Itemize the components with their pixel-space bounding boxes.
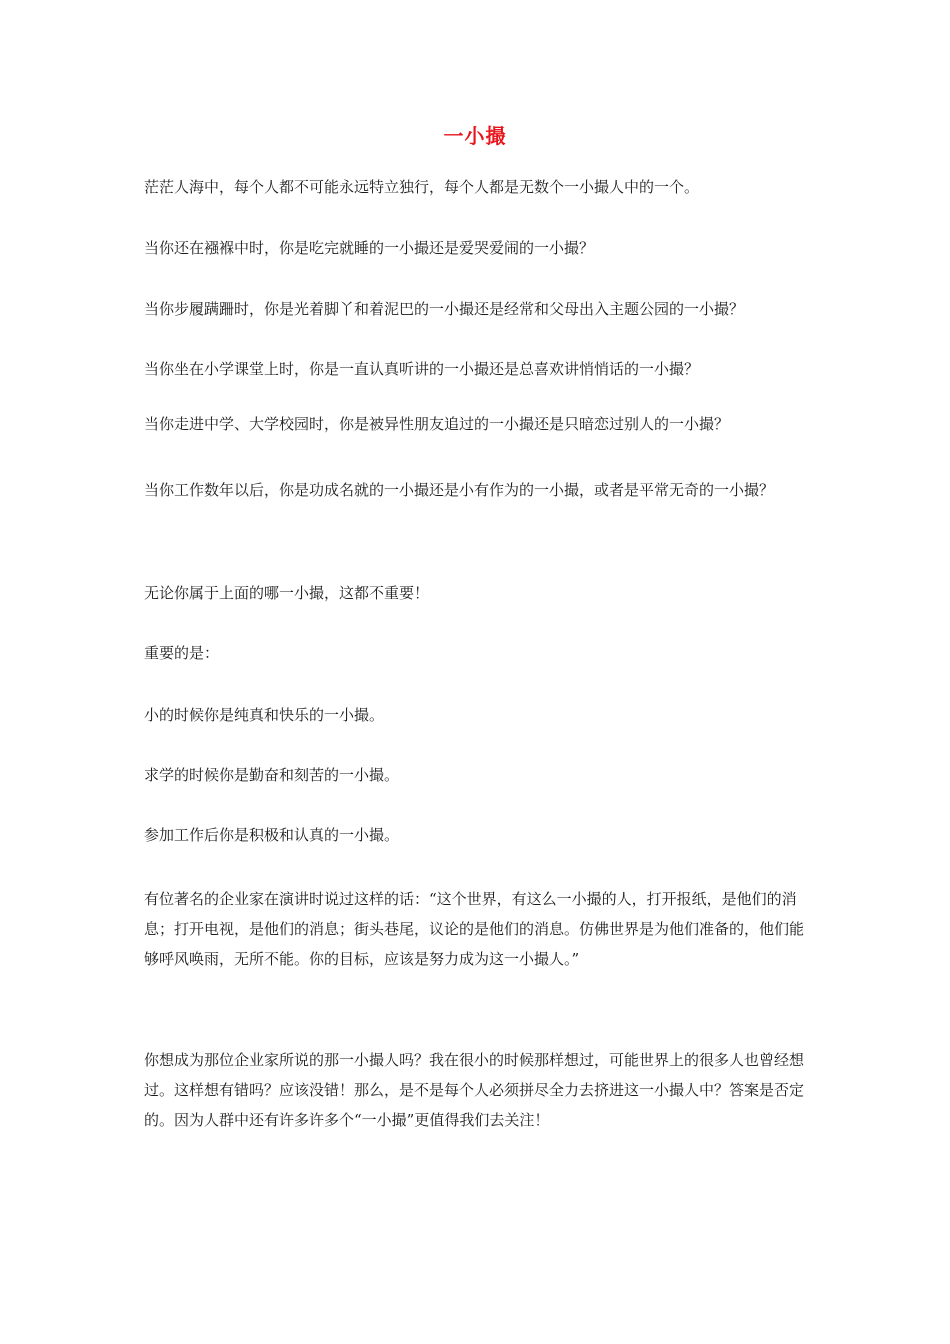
paragraph-12: 有位著名的企业家在演讲时说过这样的话：“这个世界，有这么一小撮的人，打开报纸，是他们的消息；打开电视，是他们的消息；街头巷尾，议论的是他们的消息。仿佛世界是为他们准备的，他们能够呼风唤雨，无所不能。你的目标，应该是努力成为这一小撮人。” <box>144 890 805 968</box>
paragraph-2: 当你还在襁褓中时，你是吃完就睡的一小撮还是爱哭爱闹的一小撮？ <box>144 239 595 257</box>
paragraph-4: 当你坐在小学课堂上时，你是一直认真听讲的一小撮还是总喜欢讲悄悄话的一小撮？ <box>144 360 700 378</box>
paragraph-9: 小的时候你是纯真和快乐的一小撮。 <box>144 706 385 724</box>
paragraph-6: 当你工作数年以后，你是功成名就的一小撮还是小有作为的一小撮，或者是平常无奇的一小撮？ <box>144 481 775 499</box>
paragraph-11: 参加工作后你是积极和认真的一小撮。 <box>144 826 400 844</box>
paragraph-5: 当你走进中学、大学校园时，你是被异性朋友追过的一小撮还是只暗恋过别人的一小撮？ <box>144 415 730 433</box>
document-title: 一小撮 <box>443 124 507 148</box>
paragraph-7: 无论你属于上面的哪一小撮，这都不重要！ <box>144 584 430 602</box>
paragraph-1: 茫茫人海中，每个人都不可能永远特立独行，每个人都是无数个一小撮人中的一个。 <box>144 178 700 196</box>
paragraph-8: 重要的是： <box>144 644 220 662</box>
paragraph-3: 当你步履蹒跚时，你是光着脚丫和着泥巴的一小撮还是经常和父母出入主题公园的一小撮？ <box>144 300 745 318</box>
paragraph-10: 求学的时候你是勤奋和刻苦的一小撮。 <box>144 766 400 784</box>
paragraph-13: 你想成为那位企业家所说的那一小撮人吗？我在很小的时候那样想过，可能世界上的很多人也曾经想过。这样想有错吗？应该没错！那么，是不是每个人必须拼尽全力去挤进这一小撮人中？答案是否定的。因为人群中还有许多许多个“一小撮”更值得我们去关注！ <box>144 1051 805 1129</box>
